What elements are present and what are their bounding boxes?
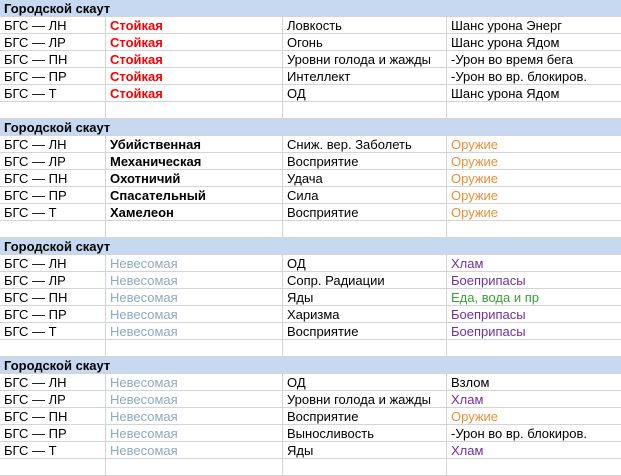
minor-cell[interactable]: Боеприпасы — [451, 273, 526, 288]
prefix-cell[interactable]: Невесомая — [106, 408, 283, 425]
major-cell[interactable]: Интеллект — [283, 68, 447, 85]
empty-cell[interactable] — [106, 221, 283, 238]
empty-cell[interactable] — [283, 102, 447, 119]
empty-cell[interactable] — [0, 340, 106, 357]
major-cell[interactable]: Яды — [283, 289, 447, 306]
section-block — [0, 119, 621, 238]
major-cell[interactable]: Сила — [283, 187, 447, 204]
code-cell[interactable]: БГС — Т — [0, 323, 106, 340]
minor-cell[interactable]: Шанс урона Энерг — [451, 18, 562, 33]
minor-cell[interactable]: Оружие — [451, 205, 499, 220]
table-row — [0, 306, 621, 323]
minor-cell[interactable]: Взлом — [451, 375, 490, 390]
section-block — [0, 0, 621, 119]
major-cell[interactable]: Ловкость — [283, 17, 447, 34]
major-cell[interactable]: Восприятие — [283, 153, 447, 170]
prefix-cell[interactable]: Невесомая — [106, 306, 283, 323]
minor-cell[interactable]: Хлам — [451, 392, 484, 407]
prefix-cell[interactable]: Невесомая — [106, 425, 283, 442]
minor-cell[interactable]: -Урон во время бега — [451, 52, 574, 67]
code-cell[interactable]: БГС — ЛР — [0, 391, 106, 408]
empty-cell[interactable] — [0, 221, 106, 238]
minor-cell[interactable]: Еда, вода и пр — [451, 290, 539, 305]
minor-cell[interactable]: Шанс урона Ядом — [451, 86, 560, 101]
minor-cell[interactable]: -Урон во вр. блокиров. — [451, 426, 587, 441]
empty-cell[interactable] — [283, 221, 447, 238]
major-cell[interactable]: Восприятие — [283, 204, 447, 221]
code-cell[interactable]: БГС — ПН — [0, 289, 106, 306]
prefix-cell[interactable]: Невесомая — [106, 374, 283, 391]
empty-row[interactable] — [0, 221, 621, 238]
table-row — [0, 442, 621, 459]
section-header-row[interactable] — [0, 238, 621, 255]
prefix-cell[interactable]: Стойкая — [106, 17, 283, 34]
empty-cell[interactable] — [106, 102, 283, 119]
table-row — [0, 17, 621, 34]
empty-cell[interactable] — [106, 459, 283, 476]
prefix-cell[interactable]: Стойкая — [106, 85, 283, 102]
major-cell[interactable]: Сопр. Радиации — [283, 272, 447, 289]
major-cell[interactable]: Восприятие — [283, 323, 447, 340]
table-row — [0, 51, 621, 68]
section-header-row[interactable] — [0, 0, 621, 17]
code-cell[interactable]: БГС — Т — [0, 442, 106, 459]
section-header-row[interactable] — [0, 357, 621, 374]
table-row — [0, 204, 621, 221]
table-row — [0, 289, 621, 306]
prefix-cell[interactable]: Стойкая — [106, 68, 283, 85]
section-header-row[interactable] — [0, 119, 621, 136]
code-cell[interactable]: БГС — ПР — [0, 306, 106, 323]
major-cell[interactable]: Удача — [283, 170, 447, 187]
table-row — [0, 68, 621, 85]
code-cell[interactable]: БГС — ПН — [0, 408, 106, 425]
prefix-cell[interactable]: Невесомая — [106, 289, 283, 306]
code-cell[interactable]: БГС — ПН — [0, 51, 106, 68]
minor-cell[interactable]: -Урон во вр. блокиров. — [451, 69, 587, 84]
code-cell[interactable]: БГС — ЛР — [0, 153, 106, 170]
table-row — [0, 255, 621, 272]
minor-cell[interactable]: Оружие — [451, 137, 499, 152]
minor-cell[interactable]: Оружие — [451, 409, 499, 424]
table-row — [0, 272, 621, 289]
table-row — [0, 425, 621, 442]
section-header-label: Городской скаут — [4, 239, 111, 254]
prefix-cell[interactable]: Невесомая — [106, 272, 283, 289]
empty-row[interactable] — [0, 459, 621, 476]
table-row — [0, 391, 621, 408]
code-cell[interactable]: БГС — ЛН — [0, 255, 106, 272]
section-header-label: Городской скаут — [4, 358, 111, 373]
section-block — [0, 238, 621, 357]
prefix-cell[interactable]: Невесомая — [106, 442, 283, 459]
section-header-label: Городской скаут — [4, 120, 111, 135]
prefix-cell[interactable]: Стойкая — [106, 51, 283, 68]
empty-cell[interactable] — [0, 459, 106, 476]
table-row — [0, 408, 621, 425]
table-row — [0, 85, 621, 102]
code-cell[interactable]: БГС — ЛН — [0, 374, 106, 391]
code-cell[interactable]: БГС — ПР — [0, 187, 106, 204]
empty-row[interactable] — [0, 102, 621, 119]
major-cell[interactable]: Восприятие — [283, 408, 447, 425]
empty-cell[interactable] — [283, 459, 447, 476]
major-cell[interactable]: Яды — [283, 442, 447, 459]
major-cell[interactable]: ОД — [283, 374, 447, 391]
minor-cell[interactable]: Боеприпасы — [451, 307, 526, 322]
prefix-cell[interactable]: Невесомая — [106, 255, 283, 272]
minor-cell[interactable]: Оружие — [451, 154, 499, 169]
prefix-cell[interactable]: Охотничий — [106, 170, 283, 187]
minor-cell[interactable]: Хлам — [451, 256, 484, 271]
minor-cell[interactable]: Шанс урона Ядом — [451, 35, 560, 50]
empty-cell[interactable] — [106, 340, 283, 357]
code-cell[interactable]: БГС — Т — [0, 204, 106, 221]
minor-cell[interactable]: Хлам — [451, 443, 484, 458]
prefix-cell[interactable]: Невесомая — [106, 391, 283, 408]
prefix-cell[interactable]: Невесомая — [106, 323, 283, 340]
major-cell[interactable]: Выносливость — [283, 425, 447, 442]
empty-cell[interactable] — [447, 221, 621, 238]
minor-cell[interactable]: Оружие — [451, 188, 499, 203]
code-cell[interactable]: БГС — ПР — [0, 425, 106, 442]
table-row — [0, 136, 621, 153]
major-cell[interactable]: ОД — [283, 85, 447, 102]
table-row — [0, 34, 621, 51]
minor-cell[interactable]: Боеприпасы — [451, 324, 526, 339]
major-cell[interactable]: Харизма — [283, 306, 447, 323]
empty-row[interactable] — [0, 340, 621, 357]
table-row — [0, 187, 621, 204]
table-row — [0, 323, 621, 340]
major-cell[interactable]: ОД — [283, 255, 447, 272]
prefix-cell[interactable]: Стойкая — [106, 34, 283, 51]
major-cell[interactable]: Сниж. вер. Заболеть — [283, 136, 447, 153]
empty-cell[interactable] — [447, 459, 621, 476]
code-cell[interactable]: БГС — ЛН — [0, 17, 106, 34]
empty-cell[interactable] — [283, 340, 447, 357]
section-header-label: Городской скаут — [4, 1, 111, 16]
empty-cell[interactable] — [447, 340, 621, 357]
code-cell[interactable]: БГС — ЛР — [0, 34, 106, 51]
section-block — [0, 357, 621, 476]
prefix-cell[interactable]: Хамелеон — [106, 204, 283, 221]
code-cell[interactable]: БГС — ЛР — [0, 272, 106, 289]
empty-cell[interactable] — [447, 102, 621, 119]
table-row — [0, 374, 621, 391]
table-row — [0, 153, 621, 170]
code-cell[interactable]: БГС — Т — [0, 85, 106, 102]
major-cell[interactable]: Огонь — [283, 34, 447, 51]
code-cell[interactable]: БГС — ПН — [0, 170, 106, 187]
code-cell[interactable]: БГС — ПР — [0, 68, 106, 85]
prefix-cell[interactable]: Убийственная — [106, 136, 283, 153]
major-cell[interactable]: Уровни голода и жажды — [283, 51, 447, 68]
empty-cell[interactable] — [0, 102, 106, 119]
major-cell[interactable]: Уровни голода и жажды — [283, 391, 447, 408]
code-cell[interactable]: БГС — ЛН — [0, 136, 106, 153]
minor-cell[interactable]: Оружие — [451, 171, 499, 186]
table-row — [0, 170, 621, 187]
prefix-cell[interactable]: Спасательный — [106, 187, 283, 204]
prefix-cell[interactable]: Механическая — [106, 153, 283, 170]
